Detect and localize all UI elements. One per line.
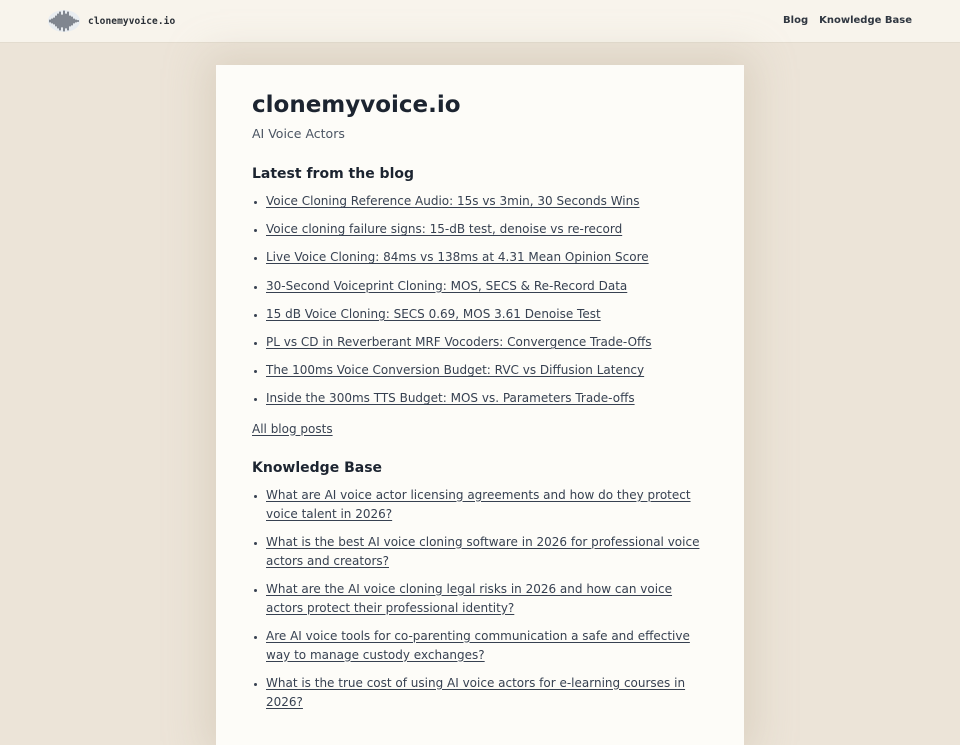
knowledge-base-heading: Knowledge Base bbox=[252, 459, 383, 476]
blog-section-heading: Latest from the blog bbox=[252, 166, 415, 182]
blog-post-link[interactable]: PL vs CD in Reverberant MRF Vocoders: Convergence Trade-Offs bbox=[266, 334, 652, 349]
list-item bbox=[266, 305, 708, 324]
list-item bbox=[266, 361, 708, 380]
list-item bbox=[266, 220, 708, 239]
blog-post-link[interactable]: Voice Cloning Reference Audio: 15s vs 3min, 30 Seconds Wins bbox=[266, 194, 640, 208]
waveform-icon bbox=[47, 8, 81, 34]
list-item bbox=[266, 486, 708, 524]
blog-post-link[interactable]: 15 dB Voice Cloning: SECS 0.69, MOS 3.61 Denoise Test bbox=[266, 306, 601, 321]
all-blog-posts-link[interactable]: All blog posts bbox=[252, 421, 333, 436]
list-item bbox=[266, 627, 708, 665]
kb-article-link[interactable]: What are AI voice actor licensing agreements and how do they protect voice talent in 2026? bbox=[266, 487, 691, 521]
list-item bbox=[266, 533, 708, 571]
kb-article-link[interactable]: Are AI voice tools for co-parenting communication a safe and effective way to manage custody exchanges? bbox=[266, 628, 690, 662]
blog-post-link[interactable]: 30-Second Voiceprint Cloning: MOS, SECS & Re-Record Data bbox=[266, 278, 628, 293]
blog-post-link[interactable]: Live Voice Cloning: 84ms vs 138ms at 4.31 Mean Opinion Score bbox=[266, 250, 649, 265]
kb-article-link[interactable]: What are the AI voice cloning legal risks in 2026 and how can voice actors protect their professional identity? bbox=[266, 581, 673, 615]
list-item bbox=[266, 580, 708, 618]
brand-name: clonemyvoice.io bbox=[88, 15, 176, 27]
blog-post-list bbox=[252, 192, 708, 408]
list-item bbox=[266, 333, 708, 352]
brand-home-link[interactable] bbox=[47, 8, 175, 34]
list-item bbox=[266, 248, 708, 267]
blog-post-link[interactable]: The 100ms Voice Conversion Budget: RVC vs Diffusion Latency bbox=[266, 363, 645, 378]
nav-link-knowledge-base[interactable]: Knowledge Base bbox=[819, 15, 912, 26]
content-card bbox=[216, 65, 744, 745]
blog-post-link[interactable]: Inside the 300ms TTS Budget: MOS vs. Parameters Trade-offs bbox=[266, 391, 635, 406]
list-item bbox=[266, 674, 708, 712]
kb-article-link[interactable]: What is the best AI voice cloning software in 2026 for professional voice actors and creators? bbox=[266, 534, 700, 568]
page-tagline: AI Voice Actors bbox=[252, 126, 345, 141]
kb-article-link[interactable]: What is the true cost of using AI voice actors for e-learning courses in 2026? bbox=[266, 675, 686, 709]
nav-link-blog[interactable]: Blog bbox=[783, 15, 809, 26]
list-item bbox=[266, 192, 708, 211]
list-item bbox=[266, 389, 708, 408]
list-item bbox=[266, 277, 708, 296]
page-title: clonemyvoice.io bbox=[252, 92, 461, 118]
knowledge-base-list bbox=[252, 486, 708, 712]
blog-post-link[interactable]: Voice cloning failure signs: 15-dB test, denoise vs re-record bbox=[266, 222, 623, 237]
top-navigation-bar bbox=[0, 0, 960, 43]
main-nav bbox=[783, 15, 912, 26]
